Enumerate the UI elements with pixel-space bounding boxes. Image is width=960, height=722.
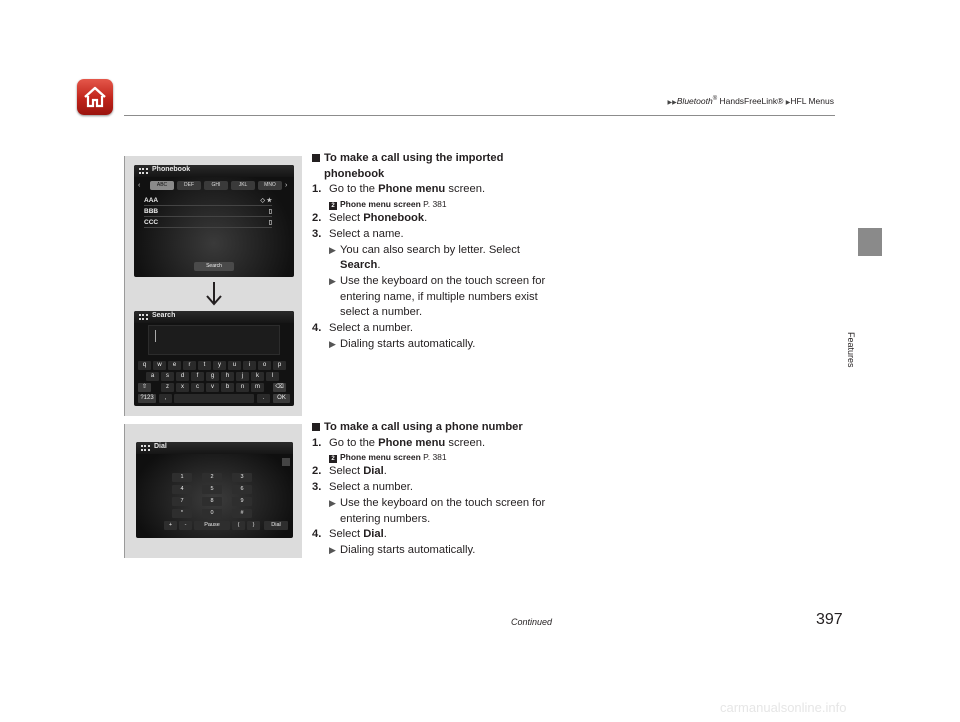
dial-screen [136,442,293,538]
sub-text: select a number. [340,306,423,319]
xref-icon: 2 [329,455,337,463]
sub-text: Dialing starts automatically. [340,337,476,350]
mobile-phone-icon: ▯ [268,220,272,226]
xref-page[interactable]: P. 381 [420,199,447,210]
step-1 [312,436,572,452]
keyboard-row-4 [134,394,294,404]
key[interactable]: f [191,372,204,381]
step-text: . [383,528,387,541]
delete-icon[interactable] [282,458,290,466]
bullet-arrow-icon: ▶ [329,544,336,555]
breadcrumb-handsfreelink[interactable]: HandsFreeLink® [717,96,784,106]
house-glyph [82,84,108,110]
dial-key[interactable]: * [172,509,192,518]
breadcrumb-bluetooth[interactable]: Bluetooth [676,96,713,106]
tab-def[interactable]: DEF [177,181,201,190]
sub-text: Dialing starts automatically. [340,543,476,556]
step-number: 2. [312,212,322,225]
backspace-icon[interactable]: ⌫ [273,383,286,392]
key[interactable]: s [161,372,174,381]
key[interactable]: t [198,361,211,370]
bullet-arrow-icon: ▶ [329,244,336,255]
section-imported-phonebook [312,151,572,352]
sub-text: entering name, if multiple numbers exist [340,290,538,303]
key[interactable]: m [251,383,264,392]
dial-key[interactable]: 4 [172,485,192,494]
bullet-arrow-icon: ▶ [329,338,336,349]
key[interactable]: p [273,361,286,370]
sub-text: You can also search by letter. Select [340,243,520,256]
step-bold-text: Dial [363,528,384,541]
search-input[interactable] [148,325,280,355]
dial-key[interactable]: ) [247,521,260,530]
sub-text: Use the keyboard on the touch screen for [340,496,546,509]
dial-key[interactable]: 1 [172,473,192,482]
dial-screenshot-panel [124,424,302,558]
xref-page[interactable]: P. 381 [420,452,447,463]
step-text: . [424,212,428,225]
contact-name: BBB [144,208,159,215]
chevron-right-icon[interactable]: › [285,182,288,189]
dial-key[interactable]: ( [232,521,245,530]
dial-key[interactable]: 7 [172,497,192,506]
page-number: 397 [816,611,843,628]
heading-line: To make a call using a phone number [324,421,523,433]
key[interactable]: g [206,372,219,381]
comma-key[interactable]: , [159,394,172,403]
tab-mno[interactable]: MNO [258,181,282,190]
dial-key[interactable]: 0 [202,509,222,518]
phonebook-screen [134,165,294,277]
heading-line: To make a call using the imported [324,152,504,164]
key[interactable]: l [266,372,279,381]
ok-key[interactable]: OK [273,394,290,403]
dial-key[interactable]: 6 [232,485,252,494]
header-divider [124,115,835,116]
dial-title: Dial [154,443,167,450]
period-key[interactable]: . [257,394,270,403]
key[interactable]: q [138,361,151,370]
step-number: 1. [312,183,322,196]
mobile-phone-icon: ▯ [268,209,272,215]
phonebook-screenshot-panel [124,156,302,416]
cross-reference[interactable] [312,451,572,464]
search-titlebar [134,311,294,323]
step-number: 4. [312,528,322,541]
step-bold-text: Phone menu [378,436,446,449]
step-text: Select [329,465,364,478]
xref-label[interactable]: Phone menu screen [340,199,421,210]
section-heading [312,420,572,436]
key[interactable]: o [258,361,271,370]
chapter-tab[interactable] [858,228,882,256]
contact-row[interactable] [144,196,272,206]
key[interactable]: e [168,361,181,370]
xref-icon: 2 [329,202,337,210]
contact-row[interactable] [144,207,272,217]
key[interactable]: v [206,383,219,392]
step-bold-text: Phone menu [378,183,446,196]
step-text: Select a number. [329,481,413,494]
step-text: Go to the [329,436,379,449]
step-number: 3. [312,227,322,240]
key[interactable]: n [236,383,249,392]
phone-list-icon [139,314,148,320]
dial-key[interactable]: - [179,521,192,530]
step-number: 2. [312,465,322,478]
favorite-star-icon: ◇ ★ [260,198,272,204]
step-number: 3. [312,481,322,494]
sub-step [312,274,572,321]
dial-key[interactable]: 5 [202,485,222,494]
sub-text: Use the keyboard on the touch screen for [340,274,546,287]
dial-key[interactable]: + [164,521,177,530]
dial-key[interactable]: 3 [232,473,252,482]
key[interactable]: d [176,372,189,381]
sub-step [312,337,572,353]
step-1 [312,182,572,198]
breadcrumb-hfl-menus[interactable]: HFL Menus [790,96,834,106]
search-title: Search [152,312,176,319]
bullet-arrow-icon: ▶ [329,275,336,286]
section-phone-number [312,420,572,559]
section-heading [312,151,572,182]
key[interactable]: z [161,383,174,392]
phone-list-icon [139,168,148,174]
pause-key[interactable]: Pause [194,521,230,530]
sub-step [312,243,572,274]
arrow-down-icon [191,280,237,306]
key[interactable]: b [221,383,234,392]
step-4 [312,527,572,543]
search-keyboard-screen [134,311,294,406]
keyboard-row-2 [134,372,294,382]
sub-step [312,543,572,559]
key[interactable]: w [153,361,166,370]
step-bold-text: Phonebook [363,212,425,225]
key[interactable]: y [213,361,226,370]
key[interactable]: h [221,372,234,381]
chevron-left-icon[interactable]: ‹ [138,182,141,189]
dial-key[interactable]: 9 [232,497,252,506]
keyboard-row-1 [134,361,294,371]
continued-label: Continued [511,617,553,627]
key[interactable]: x [176,383,189,392]
step-text: Select [329,528,364,541]
tab-ghi[interactable]: GHI [204,181,228,190]
phonebook-title: Phonebook [152,166,191,173]
step-number: 4. [312,322,322,335]
key[interactable]: a [146,372,159,381]
step-text: screen. [445,436,486,449]
contact-row[interactable] [144,218,272,228]
keyboard-row-3 [134,383,294,393]
tab-abc[interactable]: ABC [150,181,174,190]
key[interactable]: c [191,383,204,392]
letter-tabs [138,181,290,190]
breadcrumb: ▶▶Bluetooth® HandsFreeLink® ▶HFL Menus [667,96,834,106]
chapter-label: Features [846,332,856,368]
dial-key[interactable]: 2 [202,473,222,482]
step-3 [312,480,572,496]
step-number: 1. [312,436,322,449]
key[interactable]: r [183,361,196,370]
key[interactable]: i [243,361,256,370]
cross-reference[interactable] [312,198,572,211]
dial-button[interactable]: Dial [264,521,288,530]
step-text: Go to the [329,183,379,196]
sub-text: . [377,259,381,272]
text-cursor [155,330,156,342]
watermark: carmanualsonline.info [720,700,847,715]
space-key[interactable] [174,394,254,403]
home-icon[interactable] [77,79,113,115]
heading-line: phonebook [324,167,385,180]
key[interactable]: u [228,361,241,370]
sub-bold-text: Search [340,259,378,272]
step-2 [312,464,572,480]
key[interactable]: k [251,372,264,381]
step-2 [312,211,572,227]
step-text: screen. [445,183,486,196]
phonebook-titlebar [134,165,294,177]
dial-key[interactable]: # [232,509,252,518]
contact-name: CCC [144,219,159,226]
search-button[interactable]: Search [194,262,234,271]
step-3 [312,227,572,243]
numeric-key[interactable]: ?123 [138,394,156,403]
key[interactable]: j [236,372,249,381]
step-bold-text: Dial [363,465,384,478]
sub-step [312,496,572,527]
bullet-arrow-icon: ▶ [329,497,336,508]
tab-jkl[interactable]: JKL [231,181,255,190]
dial-key[interactable]: 8 [202,497,222,506]
shift-key[interactable]: ⇧ [138,383,151,392]
step-text: Select a name. [329,227,404,240]
step-text: . [383,465,387,478]
xref-label[interactable]: Phone menu screen [340,452,421,463]
dial-titlebar [136,442,293,454]
step-text: Select a number. [329,322,413,335]
contact-name: AAA [144,197,159,204]
registered-mark: ® [712,96,718,103]
sub-text: entering numbers. [340,512,431,525]
step-4 [312,321,572,337]
step-text: Select [329,212,364,225]
phone-list-icon [141,445,150,451]
